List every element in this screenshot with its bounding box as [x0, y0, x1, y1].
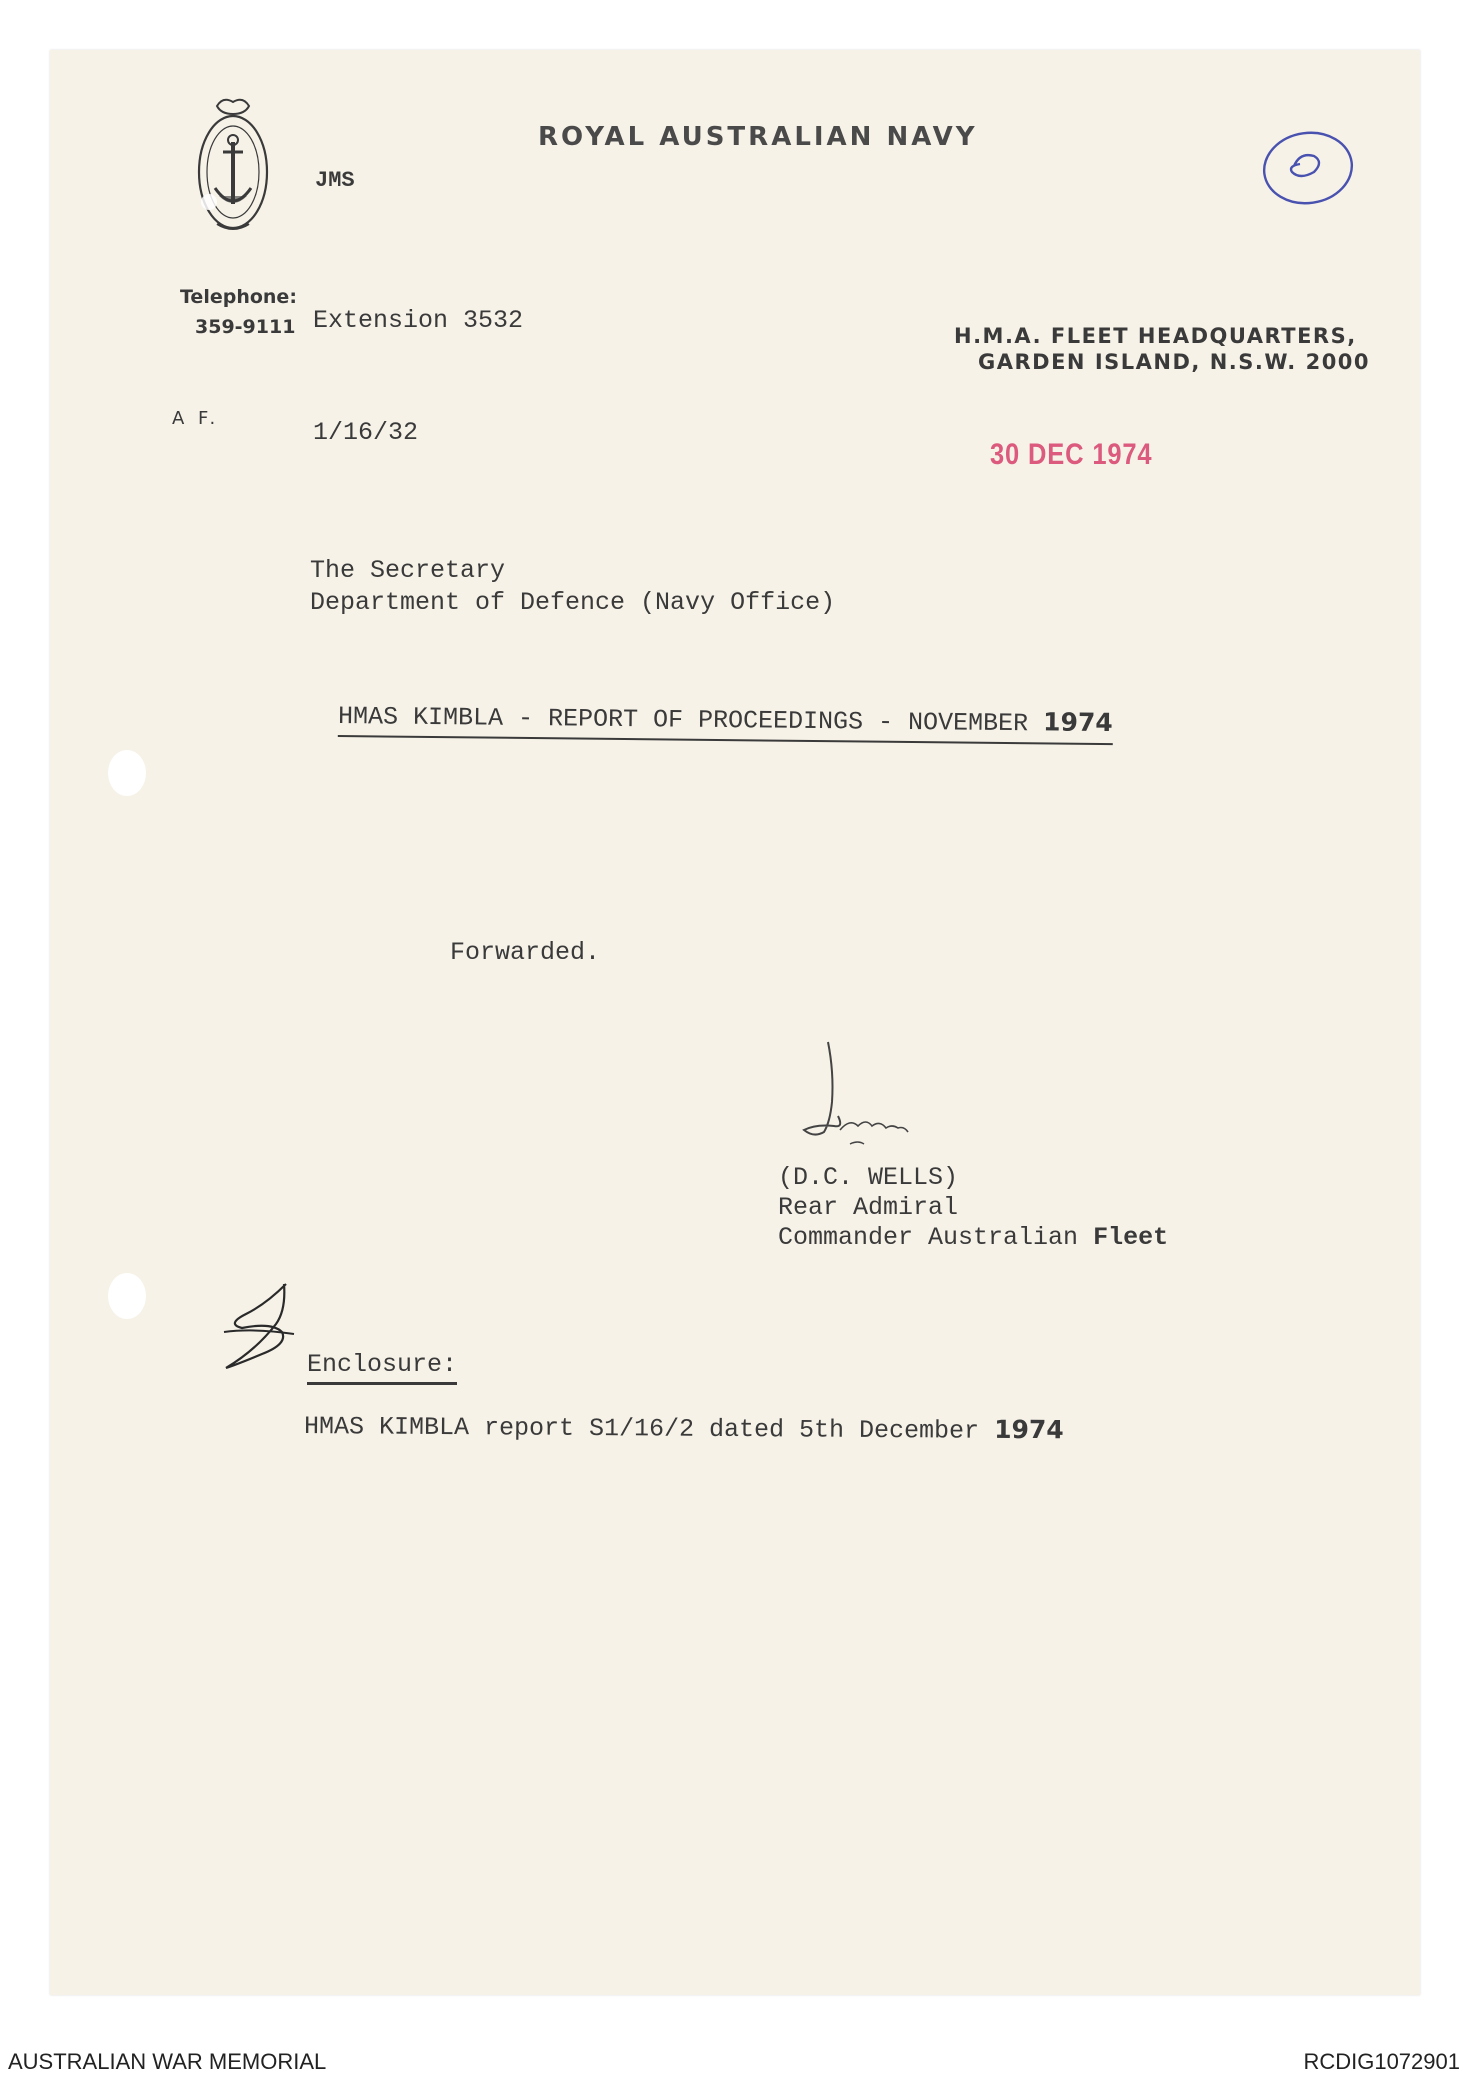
body-text: Forwarded.	[450, 938, 601, 967]
signatory-name: (D.C. WELLS)	[778, 1163, 959, 1192]
subject-text: HMAS KIMBLA - REPORT OF PROCEEDINGS - NOVEMBER	[337, 702, 1029, 739]
enclosure-description	[304, 1410, 1064, 1446]
organisation-title: ROYAL AUSTRALIAN NAVY	[538, 122, 978, 152]
signatory-rank: Rear Admiral	[778, 1193, 959, 1222]
address-line-1: H.M.A. FLEET HEADQUARTERS,	[954, 324, 1357, 348]
signatory-position-prefix: Commander Australian	[778, 1223, 1079, 1252]
enclosure-label: Enclosure:	[307, 1350, 457, 1385]
signatory-position	[778, 1223, 1168, 1252]
addressee-line-1: The Secretary	[310, 556, 506, 585]
signature-icon	[800, 1040, 940, 1150]
af-label: A F.	[172, 408, 220, 429]
punch-hole-top	[108, 750, 146, 796]
ran-crest-icon	[195, 92, 271, 252]
telephone-label: Telephone:	[180, 286, 297, 308]
enclosure-text: HMAS KIMBLA report S1/16/2 dated 5th December	[303, 1412, 980, 1446]
archive-source-label: AUSTRALIAN WAR MEMORIAL	[8, 2049, 327, 2074]
telephone-number: 359-9111	[195, 316, 296, 338]
signatory-position-suffix: Fleet	[1093, 1223, 1169, 1252]
date-stamp: 30 DEC 1974	[990, 438, 1153, 471]
file-reference: 1/16/32	[313, 418, 419, 447]
typist-initials: JMS	[315, 168, 355, 193]
circle-annotation-icon	[1258, 126, 1358, 210]
subject-year: 1974	[1042, 707, 1113, 738]
archive-record-id: RCDIG1072901	[1303, 2049, 1460, 2074]
addressee-line-2: Department of Defence (Navy Office)	[310, 588, 836, 617]
enclosure-year: 1974	[994, 1414, 1064, 1445]
handwritten-initials-icon	[220, 1280, 304, 1372]
punch-hole-bottom	[108, 1273, 146, 1319]
telephone-extension: Extension 3532	[313, 306, 524, 335]
address-line-2: GARDEN ISLAND, N.S.W. 2000	[978, 350, 1371, 374]
